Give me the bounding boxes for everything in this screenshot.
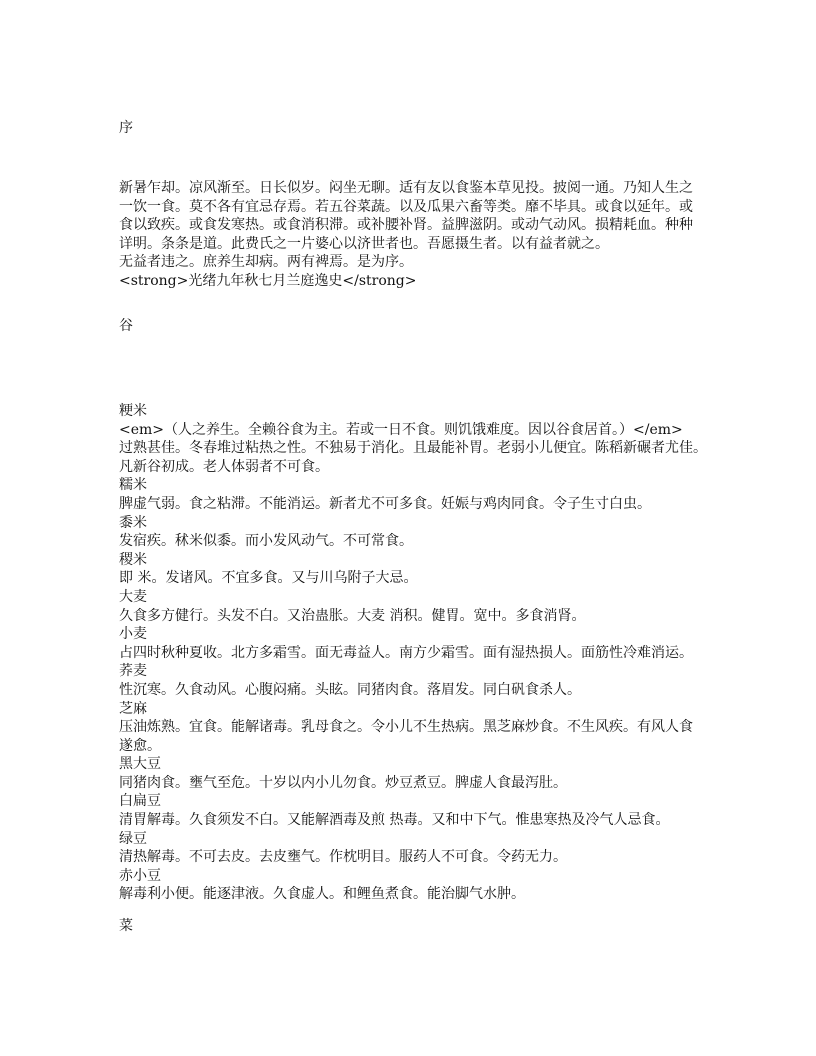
grain-item-name: 糯米 xyxy=(119,477,147,494)
grain-item-name: 黍米 xyxy=(119,514,147,531)
grain-item-text: 解毒利小便。能逐津液。久食虚人。和鲤鱼煮食。能治脚气水肿。 xyxy=(119,886,525,903)
grains-heading: 谷 xyxy=(119,318,133,334)
grain-item-text: <em>（人之养生。全赖谷食为主。若或一日不食。则饥饿难度。因以谷食居首。）</em> xyxy=(119,421,683,438)
vegetables-heading: 菜 xyxy=(119,918,133,934)
grain-item-name: 稷米 xyxy=(119,551,147,568)
grain-item-name: 粳米 xyxy=(119,403,147,419)
grain-item-name: 小麦 xyxy=(119,626,147,643)
preface-text xyxy=(119,179,759,291)
preface-signature: <strong>光绪九年秋七月兰庭逸史</strong> xyxy=(119,272,417,289)
grain-item-name: 赤小豆 xyxy=(119,867,161,884)
grain-list xyxy=(119,402,759,904)
grain-item-name: 绿豆 xyxy=(119,830,147,847)
grain-item-name: 黑大豆 xyxy=(119,756,161,773)
grain-item-text: 即 米。发诸风。不宜多食。又与川乌附子大忌。 xyxy=(119,570,418,587)
grain-item-name: 荞麦 xyxy=(119,663,147,680)
preface-line: 无益者违之。庶养生却病。两有裨焉。是为序。 xyxy=(119,254,413,271)
grain-item-text: 过熟甚佳。冬春堆过粘热之性。不独易于消化。且最能补胃。老弱小儿便宜。陈稻新碾者尤佳。 xyxy=(119,440,707,457)
grain-item-text: 性沉寒。久食动风。心腹闷痛。头眩。同猪肉食。落眉发。同白矾食杀人。 xyxy=(119,681,581,698)
grain-item-text: 清热解毒。不可去皮。去皮壅气。作枕明目。服药人不可食。令药无力。 xyxy=(119,849,567,866)
preface-heading: 序 xyxy=(119,120,133,136)
grain-item-name: 大麦 xyxy=(119,588,147,605)
preface-line: 新暑乍却。凉风渐至。日长似岁。闷坐无聊。适有友以食鉴本草见投。披阅一通。乃知人生之 xyxy=(119,180,693,196)
grain-item-text: 压油炼熟。宜食。能解诸毒。乳母食之。令小儿不生热病。黑芝麻炒食。不生风疾。有风人食 xyxy=(119,719,693,736)
grain-item-text: 脾虚气弱。食之粘滞。不能消运。新者尤不可多食。妊娠与鸡肉同食。令子生寸白虫。 xyxy=(119,495,651,512)
grain-item-text: 占四时秋种夏收。北方多霜雪。面无毒益人。南方少霜雪。面有湿热损人。面筋性冷难消运。 xyxy=(119,644,693,661)
grain-item-name: 白扁豆 xyxy=(119,793,161,810)
grain-item-text: 发宿疾。秫米似黍。而小发风动气。不可常食。 xyxy=(119,533,413,550)
grain-item-text: 遂愈。 xyxy=(119,737,161,754)
grain-item-text: 凡新谷初成。老人体弱者不可食。 xyxy=(119,458,329,475)
preface-line: 一饮一食。莫不各有宜忌存焉。若五谷菜蔬。以及瓜果六畜等类。靡不毕具。或食以延年。或 xyxy=(119,198,693,215)
grain-item-text: 同猪肉食。壅气至危。十岁以内小儿勿食。炒豆煮豆。脾虚人食最泻肚。 xyxy=(119,774,567,791)
preface-line: 食以致疾。或食发寒热。或食消积滞。或补腰补肾。益脾滋阴。或动气动风。损精耗血。种种 xyxy=(119,217,693,234)
preface-line: 详明。条条是道。此费氏之一片婆心以济世者也。吾愿摄生者。以有益者就之。 xyxy=(119,235,609,252)
grain-item-text: 久食多方健行。头发不白。又治蛊胀。大麦 消积。健胃。宽中。多食消肾。 xyxy=(119,607,586,624)
grain-item-text: 清胃解毒。久食须发不白。又能解酒毒及煎 热毒。又和中下气。惟患寒热及冷气人忌食。 xyxy=(119,812,670,829)
grain-item-name: 芝麻 xyxy=(119,700,147,717)
